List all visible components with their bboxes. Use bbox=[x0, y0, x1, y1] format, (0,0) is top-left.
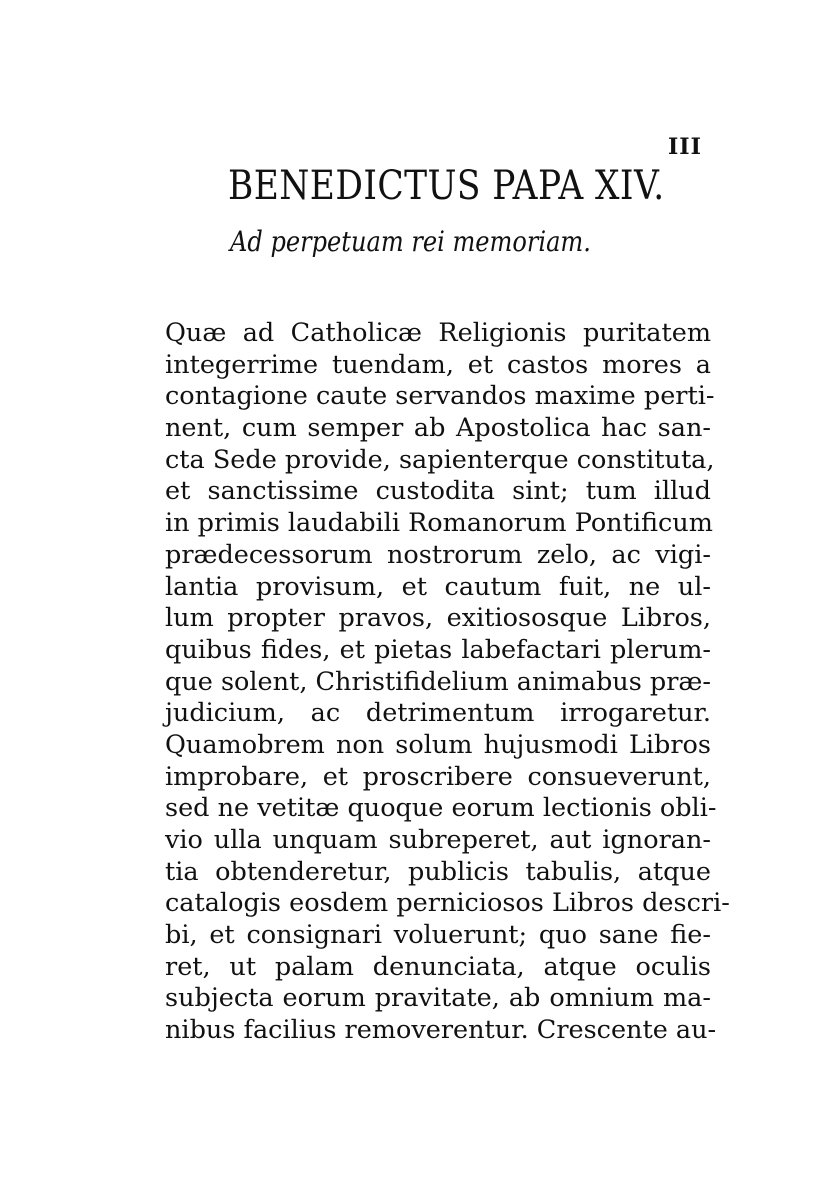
page-number: III bbox=[668, 134, 702, 160]
text-line: improbare, et proscribere consueverunt, bbox=[165, 761, 711, 792]
text-line: Quamobrem non solum hujusmodi Libros bbox=[165, 729, 711, 760]
text-line: tia obtenderetur, publicis tabulis, atque bbox=[165, 856, 711, 887]
text-line: prædecessorum nostrorum zelo, ac vigi- bbox=[165, 539, 711, 570]
text-line: Quæ ad Catholicæ Religionis puritatem bbox=[165, 318, 711, 348]
text-line: integerrime tuendam, et castos mores a bbox=[165, 349, 711, 380]
text-line: in primis laudabili Romanorum Pontificum bbox=[165, 508, 713, 539]
text-line: nibus facilius removerentur. Crescente au- bbox=[165, 1015, 717, 1046]
text-line: et sanctissime custodita sint; tum illud bbox=[165, 476, 711, 507]
text-line: catalogis eosdem perniciosos Libros descri- bbox=[165, 888, 730, 919]
text-line: bi, et consignari voluerunt; quo sane fie- bbox=[165, 920, 711, 951]
page-title: BENEDICTUS PAPA XIV. bbox=[228, 163, 665, 209]
text-line: subjecta eorum pravitate, ab omnium ma- bbox=[165, 983, 711, 1014]
text-line: nent, cum semper ab Apostolica hac san- bbox=[165, 413, 711, 444]
text-line: ret, ut palam denunciata, atque oculis bbox=[165, 951, 711, 982]
text-line: quibus fides, et pietas labefactari plerum- bbox=[165, 634, 711, 665]
text-line: lum propter pravos, exitiososque Libros, bbox=[165, 603, 711, 634]
body-text bbox=[165, 318, 730, 1047]
page-subtitle: Ad perpetuam rei memoriam. bbox=[230, 225, 591, 258]
text-line: contagione caute servandos maxime perti- bbox=[165, 381, 715, 412]
text-line: lantia provisum, et cautum fuit, ne ul- bbox=[165, 571, 711, 602]
text-line: vio ulla unquam subreperet, aut ignoran- bbox=[165, 825, 711, 855]
text-line: cta Sede provide, sapienterque constituta, bbox=[165, 444, 715, 475]
text-line: sed ne vetitæ quoque eorum lectionis obli- bbox=[165, 793, 717, 824]
text-line: que solent, Christifidelium animabus præ- bbox=[165, 666, 711, 697]
text-line: judicium, ac detrimentum irrogaretur. bbox=[165, 698, 711, 729]
